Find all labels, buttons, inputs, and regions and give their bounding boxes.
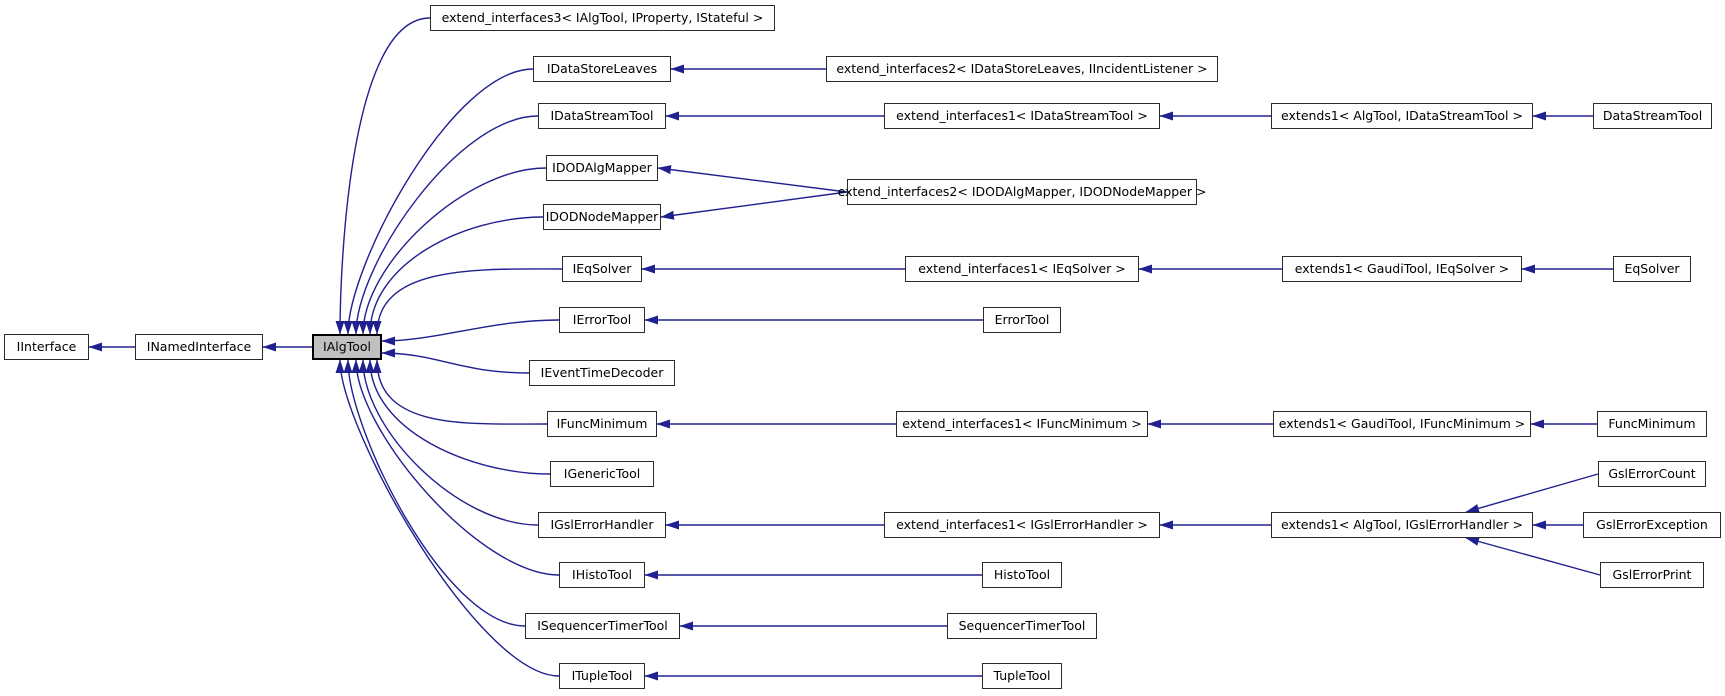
node-idodalgmapper[interactable]: IDODAlgMapper <box>546 155 658 181</box>
node-ei1-eq[interactable]: extend_interfaces1< IEqSolver > <box>905 256 1139 282</box>
edge-ei2-dod-to-idodnodemapper <box>661 192 847 217</box>
node-gslerrorprint[interactable]: GslErrorPrint <box>1600 562 1704 588</box>
node-ieqsolver[interactable]: IEqSolver <box>562 256 642 282</box>
node-ifuncminimum[interactable]: IFuncMinimum <box>547 411 657 437</box>
edge-idatastreamtool-to-ialgtool <box>356 116 538 334</box>
edge-ei2-dod-to-idodalgmapper <box>658 168 847 192</box>
edge-ei3-to-ialgtool <box>340 18 430 334</box>
node-ei1-dst[interactable]: extend_interfaces1< IDataStreamTool > <box>884 103 1160 129</box>
edge-ieqsolver-to-ialgtool <box>377 269 562 334</box>
edge-igslerrorhandler-to-ialgtool <box>363 360 538 525</box>
node-isequencertimertool[interactable]: ISequencerTimerTool <box>525 613 680 639</box>
node-ialgtool-current: IAlgTool <box>312 334 382 360</box>
edge-igenerictool-to-ialgtool <box>370 360 550 474</box>
edge-ihistotool-to-ialgtool <box>356 360 559 575</box>
node-ex1-gsl[interactable]: extends1< AlgTool, IGslErrorHandler > <box>1271 512 1533 538</box>
node-ei2-dsl[interactable]: extend_interfaces2< IDataStoreLeaves, IIncidentListener > <box>826 56 1218 82</box>
node-gslerrorexception[interactable]: GslErrorException <box>1583 512 1721 538</box>
node-iinterface[interactable]: IInterface <box>4 334 89 360</box>
node-sequencertimertool[interactable]: SequencerTimerTool <box>947 613 1097 639</box>
node-igenerictool[interactable]: IGenericTool <box>550 461 654 487</box>
node-ei1-fm[interactable]: extend_interfaces1< IFuncMinimum > <box>896 411 1148 437</box>
node-idatastreamtool[interactable]: IDataStreamTool <box>538 103 666 129</box>
edge-idodalgmapper-to-ialgtool <box>363 168 546 334</box>
node-ei3[interactable]: extend_interfaces3< IAlgTool, IProperty, IStateful > <box>430 5 775 31</box>
node-funcminimum[interactable]: FuncMinimum <box>1597 411 1707 437</box>
edge-idatastoreleaves-to-ialgtool <box>348 69 533 334</box>
node-ierrortool[interactable]: IErrorTool <box>559 307 645 333</box>
node-errortool[interactable]: ErrorTool <box>983 307 1061 333</box>
node-tupletool[interactable]: TupleTool <box>982 663 1062 689</box>
edge-gslerrorcount-to-ex1-gsl <box>1466 474 1598 512</box>
edge-ifuncminimum-to-ialgtool <box>377 360 547 424</box>
edge-ierrortool-to-ialgtool <box>382 320 559 341</box>
node-idatastoreleaves[interactable]: IDataStoreLeaves <box>533 56 671 82</box>
node-ei1-gsl[interactable]: extend_interfaces1< IGslErrorHandler > <box>884 512 1160 538</box>
node-ex1-dst[interactable]: extends1< AlgTool, IDataStreamTool > <box>1271 103 1533 129</box>
node-igslerrorhandler[interactable]: IGslErrorHandler <box>538 512 666 538</box>
edge-idodnodemapper-to-ialgtool <box>370 217 543 334</box>
node-ieventtimedecoder[interactable]: IEventTimeDecoder <box>529 360 675 386</box>
node-histotool[interactable]: HistoTool <box>982 562 1062 588</box>
node-gslerrorcount[interactable]: GslErrorCount <box>1598 461 1706 487</box>
node-ex1-fm[interactable]: extends1< GaudiTool, IFuncMinimum > <box>1273 411 1531 437</box>
edge-gslerrorprint-to-ex1-gsl <box>1466 538 1600 575</box>
edge-ieventtimedecoder-to-ialgtool <box>382 353 529 373</box>
node-datastreamtool[interactable]: DataStreamTool <box>1593 103 1712 129</box>
node-ex1-eq[interactable]: extends1< GaudiTool, IEqSolver > <box>1282 256 1522 282</box>
node-ihistotool[interactable]: IHistoTool <box>559 562 645 588</box>
node-idodnodemapper[interactable]: IDODNodeMapper <box>543 204 661 230</box>
edge-isequencertimertool-to-ialgtool <box>348 360 525 626</box>
node-ei2-dod[interactable]: extend_interfaces2< IDODAlgMapper, IDODNodeMapper > <box>847 179 1197 205</box>
node-itupletool[interactable]: ITupleTool <box>559 663 645 689</box>
node-inamedinterface[interactable]: INamedInterface <box>135 334 263 360</box>
node-eqsolver[interactable]: EqSolver <box>1613 256 1691 282</box>
